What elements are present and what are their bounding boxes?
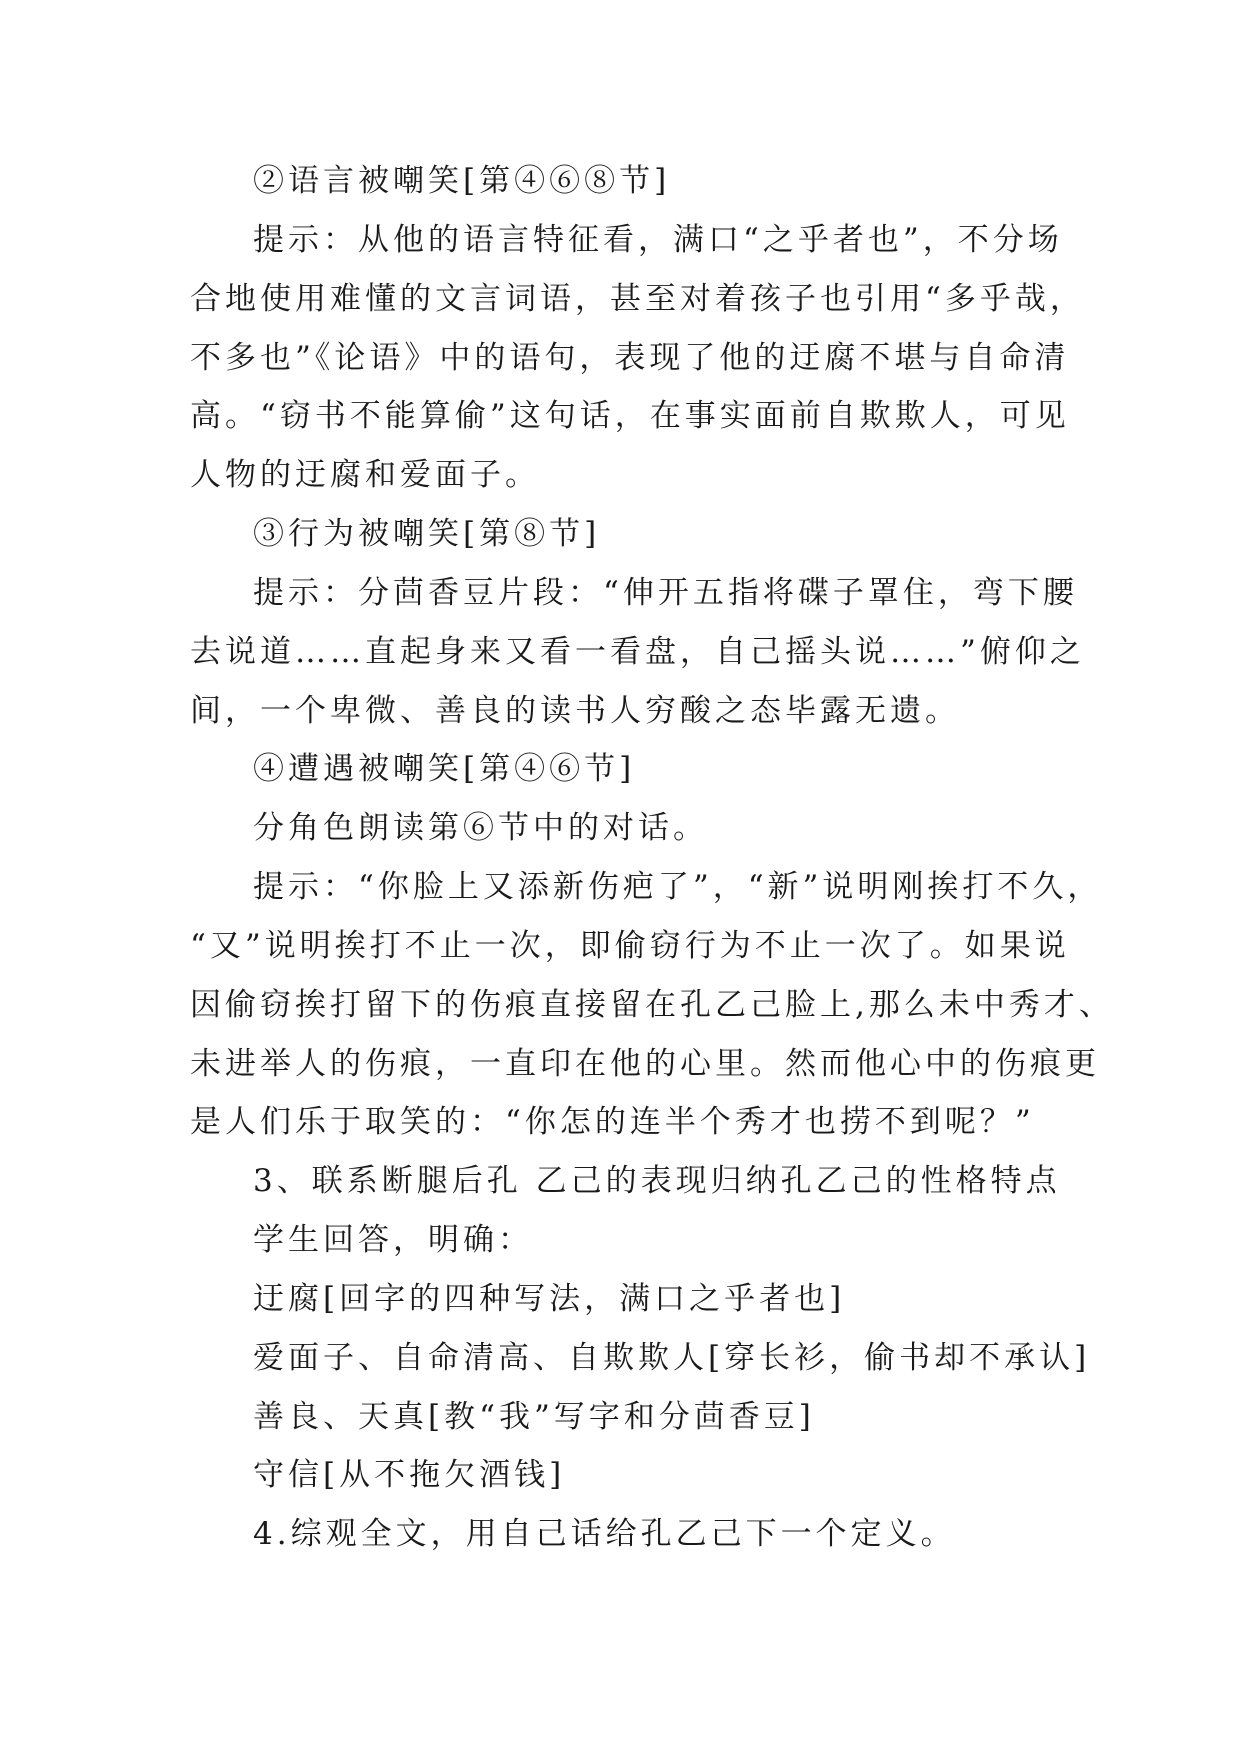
text-line: “又”说明挨打不止一次，即偷窃行为不止一次了。如果说 (190, 928, 1070, 964)
text-line: 提示：分茴香豆片段：“伸开五指将碟子罩住，弯下腰 (253, 575, 1078, 611)
text-line: 人物的迂腐和爱面子。 (190, 457, 540, 493)
text-line: 合地使用难懂的文言词语，甚至对着孩子也引用“多乎哉， (190, 281, 1085, 317)
text-line: 学生回答，明确： (253, 1222, 533, 1258)
text-line: 4.综观全文，用自己话给孔乙己下一个定义。 (253, 1516, 956, 1552)
text-line: ④遭遇被嘲笑[第④⑥节] (253, 751, 636, 787)
text-line: ③行为被嘲笑[第⑧节] (253, 516, 601, 552)
text-line: 爱面子、自命清高、自欺欺人[穿长衫，偷书却不承认] (253, 1340, 1091, 1376)
text-line: 未进举人的伤痕，一直印在他的心里。然而他心中的伤痕更 (190, 1046, 1100, 1082)
text-line: ②语言被嘲笑[第④⑥⑧节] (253, 163, 671, 199)
text-line: 提示：从他的语言特征看，满口“之乎者也”，不分场 (253, 222, 1063, 258)
text-line: 3、联系断腿后孔 乙己的表现归纳孔乙己的性格特点 (253, 1163, 1061, 1199)
text-line: 善良、天真[教“我”写字和分茴香豆] (253, 1399, 815, 1435)
text-line: 不多也”《论语》中的语句，表现了他的迂腐不堪与自命清 (190, 340, 1070, 376)
text-line: 守信[从不拖欠酒钱] (253, 1457, 566, 1493)
text-line: 是人们乐于取笑的：“你怎的连半个秀才也捞不到呢？” (190, 1104, 1035, 1140)
text-line: 提示：“你脸上又添新伤疤了”，“新”说明刚挨打不久， (253, 869, 1103, 905)
text-line: 去说道……直起身来又看一看盘，自己摇头说……”俯仰之 (190, 634, 1085, 670)
text-line: 间，一个卑微、善良的读书人穷酸之态毕露无遗。 (190, 693, 960, 729)
text-line: 迂腐[回字的四种写法，满口之乎者也] (253, 1281, 846, 1317)
text-line: 分角色朗读第⑥节中的对话。 (253, 810, 708, 846)
text-line: 因偷窃挨打留下的伤痕直接留在孔乙己脸上,那么未中秀才、 (190, 987, 1114, 1023)
text-line: 高。“窃书不能算偷”这句话，在事实面前自欺欺人，可见 (190, 398, 1070, 434)
